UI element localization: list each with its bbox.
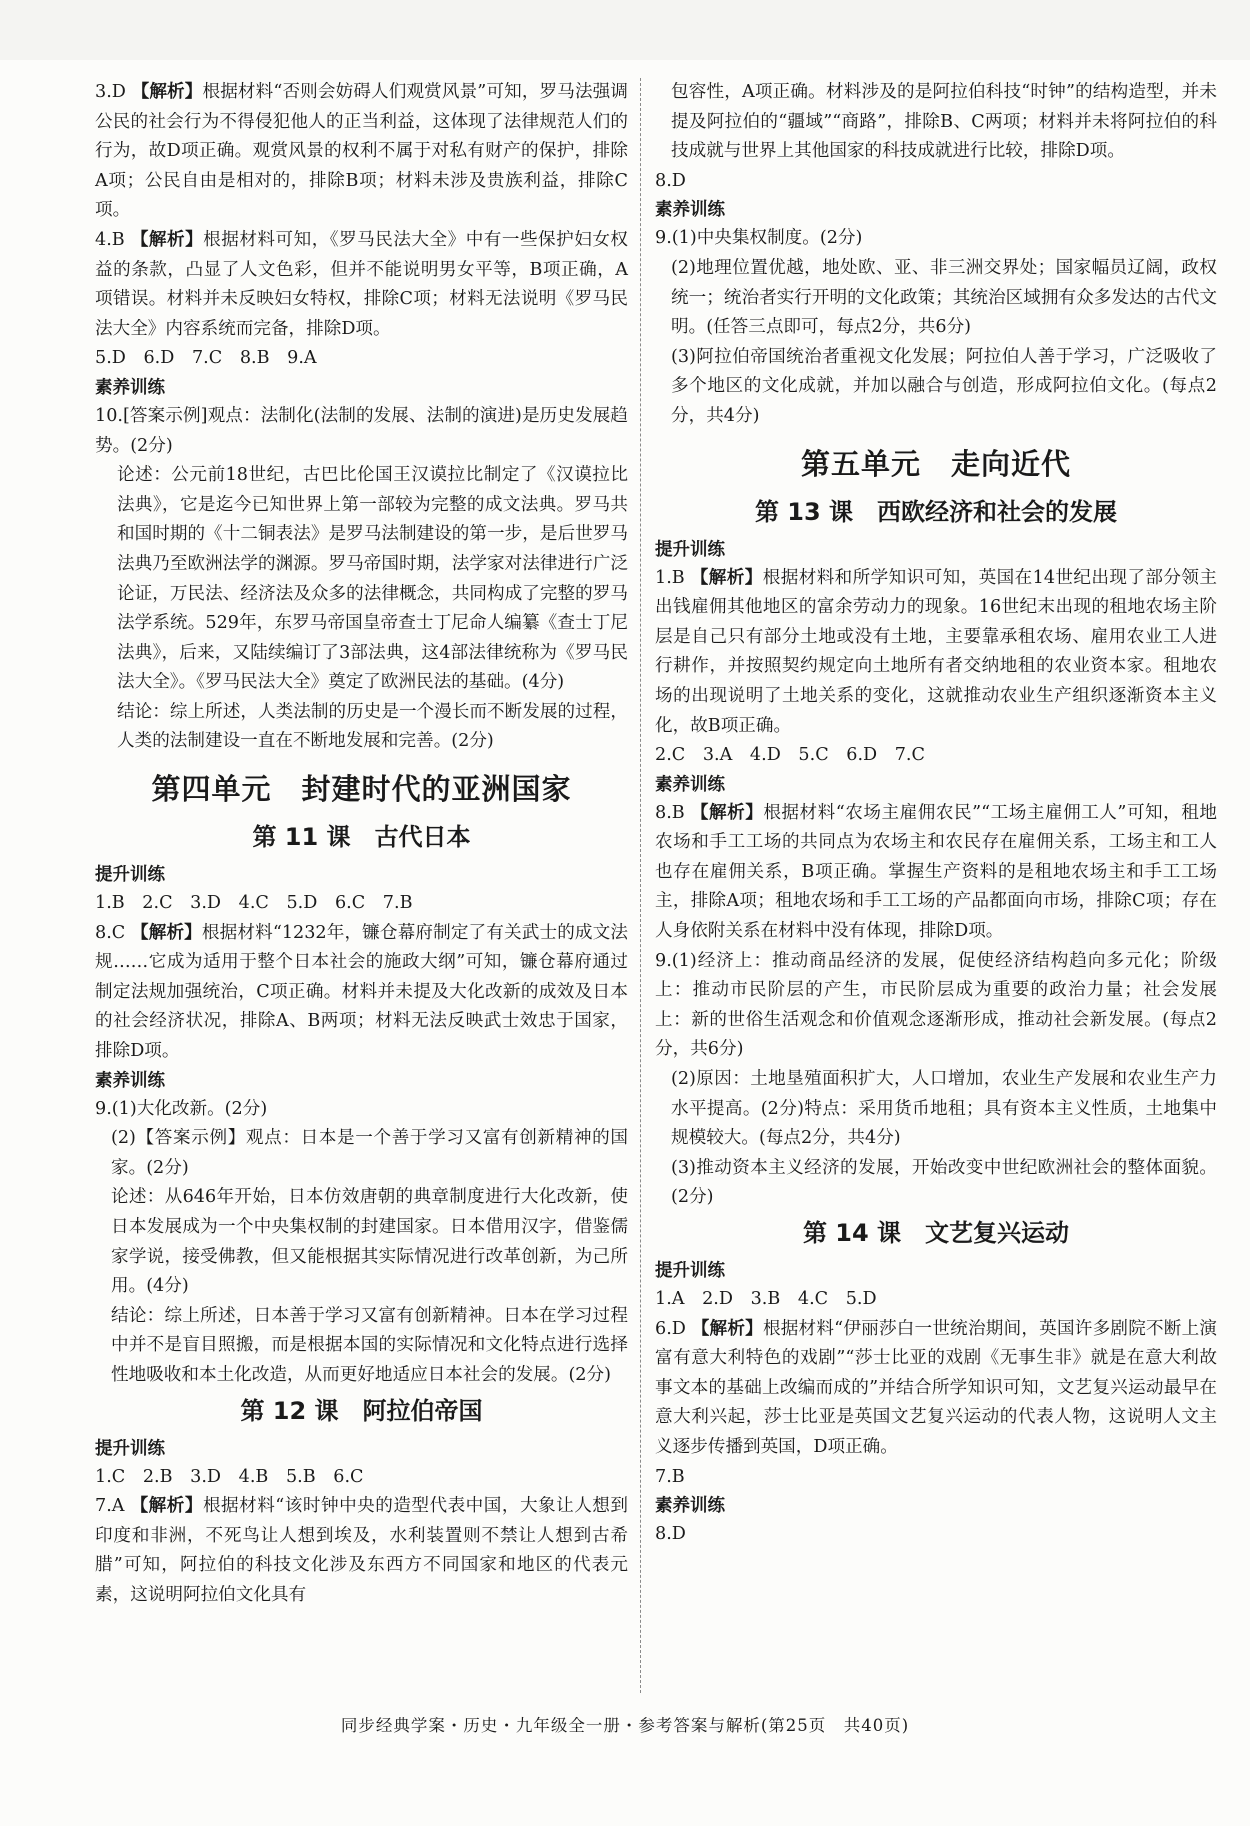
question-10-conclusion: 结论：综上所述，人类法制的历史是一个漫长而不断发展的过程，人类的法制建设一直在不断地发展和完善。(2分) bbox=[117, 701, 628, 752]
lesson-12-answer-7-continued: 包容性，A项正确。材料涉及的是阿拉伯科技“时钟”的结构造型，并未提及阿拉伯的“疆域”“商路”，排除B、C两项；材料并未将阿拉伯的科技成就与世界上其他国家的科技成就进行比较，排除D项。 bbox=[671, 82, 1217, 162]
lesson-12-answer-8: 8.D bbox=[655, 170, 686, 191]
lesson-14-answer-7: 7.B bbox=[655, 1466, 685, 1487]
lesson-11-q9-part2: (2)【答案示例】观点：日本是一个善于学习又富有创新精神的国家。(2分) bbox=[111, 1128, 628, 1178]
lesson-13-answer-1: 1.B 【解析】根据材料和所学知识可知，英国在14世纪出现了部分领主出钱雇佣其他地区的富余劳动力的现象。16世纪末出现的租地农场主阶层是自己只有部分土地或没有土地，主要靠承租农场、雇用农业工人进行耕作，并按照契约规定向土地所有者交纳地租的农业资本家。租地农场的出现说明了土地关系的变化，这就推动农业生产组织逐渐资本主义化，故B项正确。 bbox=[655, 567, 1217, 736]
right-column bbox=[655, 78, 1217, 1550]
section-heading: 素养训练 bbox=[95, 1070, 165, 1091]
section-heading: 提升训练 bbox=[655, 539, 725, 560]
lesson-11-q9-conclusion: 结论：综上所述，日本善于学习又富有创新精神。日本在学习过程中并不是盲目照搬，而是根据本国的实际情况和文化特点进行选择性地吸收和本土化改造，从而更好地适应日本社会的发展。(2分) bbox=[111, 1305, 628, 1385]
lesson-12-title: 第 12 课 阿拉伯帝国 bbox=[240, 1396, 483, 1425]
lesson-14-answers-1-5: 1.A 2.D 3.B 4.C 5.D bbox=[655, 1289, 877, 1309]
answer-3: 3.D 【解析】根据材料“否则会妨碍人们观赏风景”可知，罗马法强调公民的社会行为不得侵犯他人的正当利益，这体现了法律规范人们的行为，故D项正确。观赏风景的权利不属于对私有财产的保护，排除A项；公民自由是相对的，排除B项；材料未涉及贵族利益，排除C项。 bbox=[95, 82, 628, 221]
lesson-12-q9-part1: 9.(1)中央集权制度。(2分) bbox=[655, 228, 863, 249]
section-heading: 素养训练 bbox=[655, 774, 725, 795]
lesson-12-answer-7: 7.A 【解析】根据材料“该时钟中央的造型代表中国，大象让人想到印度和非洲，不死鸟让人想到埃及，水利装置则不禁让人想到古希腊”可知，阿拉伯的科技文化涉及东西方不同国家和地区的代表元素，这说明阿拉伯文化具有 bbox=[95, 1496, 628, 1605]
page-footer: 同步经典学案・历史・九年级全一册・参考答案与解析(第25页 共40页) bbox=[340, 1716, 910, 1735]
lesson-13-answer-8: 8.B 【解析】根据材料“农场主雇佣农民”“工场主雇佣工人”可知，租地农场和手工工场的共同点为农场主和农民存在雇佣关系，工场主和工人也存在雇佣关系，B项正确。掌握生产资料的是租地农场主和手工工场主，排除A项；租地农场和手工工场的产品都面向市场，排除C项；存在人身依附关系在材料中没有体现，排除D项。 bbox=[655, 802, 1217, 942]
column-divider bbox=[640, 78, 642, 1693]
lesson-11-q9-part1: 9.(1)大化改新。(2分) bbox=[95, 1098, 268, 1119]
lesson-12-q9-part3: (3)阿拉伯帝国统治者重视文化发展；阿拉伯人善于学习，广泛吸收了多个地区的文化成就，并加以融合与创造，形成阿拉伯文化。(每点2分，共4分) bbox=[671, 346, 1217, 426]
lesson-13-title: 第 13 课 西欧经济和社会的发展 bbox=[754, 497, 1118, 526]
lesson-12-q9-part2: (2)地理位置优越，地处欧、亚、非三洲交界处；国家幅员辽阔，政权统一；统治者实行开明的文化政策；其统治区域拥有众多发达的古代文明。(任答三点即可，每点2分，共6分) bbox=[671, 257, 1217, 338]
lesson-11-q9-argument: 论述：从646年开始，日本仿效唐朝的典章制度进行大化改新，使日本发展成为一个中央集权制的封建国家。日本借用汉字，借鉴儒家学说，接受佛教，但又能根据其实际情况进行改革创新，为己所用。(4分) bbox=[111, 1187, 628, 1297]
lesson-14-title: 第 14 课 文艺复兴运动 bbox=[802, 1219, 1070, 1247]
lesson-13-q9-part3: (3)推动资本主义经济的发展，开始改变中世纪欧洲社会的整体面貌。(2分) bbox=[671, 1157, 1217, 1208]
lesson-11-answers-1-7: 1.B 2.C 3.D 4.C 5.D 6.C 7.B bbox=[95, 893, 413, 914]
unit-4-title: 第四单元 封建时代的亚洲国家 bbox=[151, 772, 572, 807]
lesson-14-answer-6: 6.D 【解析】根据材料“伊丽莎白一世统治期间，英国许多剧院不断上演富有意大利特色的戏剧”“莎士比亚的戏剧《无事生非》就是在意大利故事文本的基础上改编而成的”并结合所学知识可知，文艺复兴运动最早在意大利兴起，莎士比亚是英国文艺复兴运动的代表人物，这说明人文主义逐步传播到英国，D项正确。 bbox=[655, 1318, 1217, 1457]
lesson-11-title: 第 11 课 古代日本 bbox=[252, 823, 471, 852]
left-column bbox=[95, 78, 628, 1611]
section-heading: 提升训练 bbox=[655, 1261, 725, 1281]
section-heading: 素养训练 bbox=[655, 200, 725, 221]
lesson-11-answer-8: 8.C 【解析】根据材料“1232年，镰仓幕府制定了有关武士的成文法规……它成为适用于整个日本社会的施政大纲”可知，镰仓幕府通过制定法规加强统治，C项正确。材料并未提及大化改新的成效及日本的社会经济状况，排除A、B两项；材料无法反映武士效忠于国家，排除D项。 bbox=[95, 922, 628, 1062]
section-heading: 素养训练 bbox=[95, 377, 165, 398]
section-heading: 提升训练 bbox=[95, 865, 165, 886]
question-10-argument: 论述：公元前18世纪，古巴比伦国王汉谟拉比制定了《汉谟拉比法典》，它是迄今已知世界上第一部较为完整的成文法典。罗马共和国时期的《十二铜表法》是罗马法制建设的第一步，是后世罗马法典乃至欧洲法学的渊源。罗马帝国时期，法学家对法律进行广泛论证，万民法、经济法及众多的法律概念，共同构成了完整的罗马法学系统。529年，东罗马帝国皇帝查士丁尼命人编纂《查士丁尼法典》，后来，又陆续编订了3部法典，这4部法律统称为《罗马民法大全》。《罗马民法大全》奠定了欧洲民法的基础。(4分) bbox=[117, 465, 628, 693]
section-heading: 素养训练 bbox=[655, 1496, 725, 1517]
answer-4: 4.B 【解析】根据材料可知，《罗马民法大全》中有一些保护妇女权益的条款，凸显了人文色彩，但并不能说明男女平等，B项正确，A项错误。材料并未反映妇女特权，排除C项；材料无法说明《罗马民法大全》内容系统而完备，排除D项。 bbox=[95, 229, 628, 339]
lesson-13-q9-part2: (2)原因：土地垦殖面积扩大，人口增加，农业生产发展和农业生产力水平提高。(2分)特点：采用货币地租；具有资本主义性质，土地集中规模较大。(每点2分，共4分) bbox=[671, 1069, 1217, 1149]
lesson-14-answer-8: 8.D bbox=[655, 1524, 686, 1545]
lesson-13-q9-part1: 9.(1)经济上：推动商品经济的发展，促使经济结构趋向多元化；阶级上：推动市民阶层的产生，市民阶层成为重要的政治力量；社会发展上：新的世俗生活观念和价值观念逐渐形成，推动社会新发展。(每点2分，共6分) bbox=[655, 950, 1217, 1060]
lesson-13-answers-2-7: 2.C 3.A 4.D 5.C 6.D 7.C bbox=[655, 745, 925, 766]
top-band bbox=[0, 0, 1250, 60]
section-heading: 提升训练 bbox=[95, 1438, 165, 1459]
answers-5-9: 5.D 6.D 7.C 8.B 9.A bbox=[95, 348, 317, 369]
question-10-viewpoint: 10.[答案示例]观点：法制化(法制的发展、法制的演进)是历史发展趋势。(2分) bbox=[95, 405, 628, 456]
unit-5-title: 第五单元 走向近代 bbox=[800, 446, 1071, 481]
lesson-12-answers-1-6: 1.C 2.B 3.D 4.B 5.B 6.C bbox=[95, 1466, 364, 1487]
